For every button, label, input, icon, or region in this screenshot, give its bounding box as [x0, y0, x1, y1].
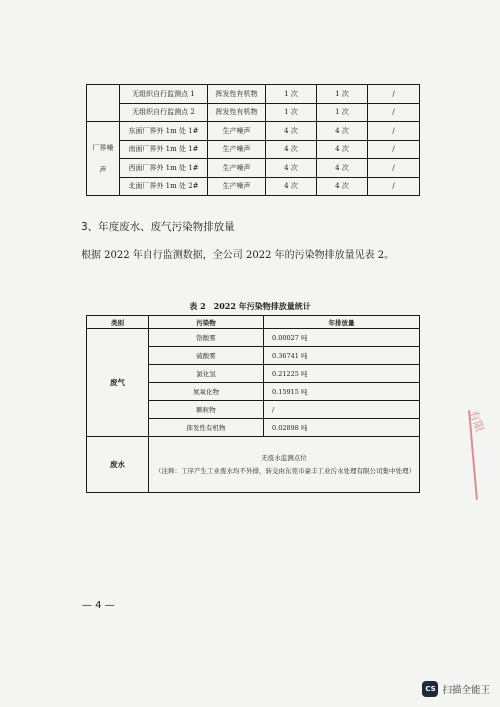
frequency: 4 次 [266, 159, 317, 178]
group-label-line2: 声 [99, 165, 107, 174]
category-exhaust-gas: 废气 [87, 329, 149, 437]
table-row [87, 177, 420, 196]
frequency: 4 次 [266, 122, 317, 141]
pollutant: 生产噪声 [208, 140, 266, 159]
header-pollutant: 污染物 [149, 316, 264, 329]
table-row [87, 437, 420, 493]
group-cell-empty [87, 85, 120, 122]
pollutant: 生产噪声 [208, 122, 266, 141]
table-caption: 表 2 2022 年污染物排放量统计 [189, 301, 311, 311]
table-header-row [87, 316, 420, 329]
pollutant: 挥发性有机物 [208, 103, 266, 122]
note: / [368, 122, 420, 141]
group-label-line1: 厂界噪 [92, 143, 114, 152]
pollutant: 氮氧化物 [149, 383, 264, 401]
annual-amount: 0.21225 吨 [264, 365, 420, 383]
actual-count: 1 次 [317, 103, 368, 122]
actual-count: 4 次 [317, 122, 368, 141]
monitoring-point: 北面厂界外 1m 处 2# [120, 177, 208, 196]
note: / [368, 103, 420, 122]
monitoring-point: 无组织自行监测点 1 [120, 85, 208, 104]
section-heading: 3、年度废水、废气污染物排放量 [81, 221, 235, 233]
annual-amount: 0.00027 吨 [264, 329, 420, 347]
annual-amount: / [264, 401, 420, 419]
table-row [87, 159, 420, 178]
annual-amount: 0.02898 吨 [264, 419, 420, 437]
actual-count: 1 次 [317, 85, 368, 104]
frequency: 4 次 [266, 177, 317, 196]
note: / [368, 85, 420, 104]
note: / [368, 140, 420, 159]
monitoring-point: 无组织自行监测点 2 [120, 103, 208, 122]
scanner-label: 扫描全能王 [442, 685, 490, 696]
table-row [87, 122, 420, 141]
monitoring-point: 西面厂界外 1m 处 1# [120, 159, 208, 178]
actual-count: 4 次 [317, 140, 368, 159]
monitoring-point: 南面厂界外 1m 处 1# [120, 140, 208, 159]
wastewater-note-cell [149, 437, 420, 493]
pollutant: 硫酸雾 [149, 347, 264, 365]
section-paragraph: 根据 2022 年自行监测数据，全公司 2022 年的污染物排放量见表 2。 [81, 250, 395, 261]
frequency: 1 次 [266, 85, 317, 104]
wastewater-annotation: （注释：工序产生工业废水均不外排，转交由东莞市豪丰工业污水处理有限公司集中处理） [155, 466, 415, 475]
pollutant: 挥发性有机物 [208, 85, 266, 104]
header-category: 类别 [87, 316, 149, 329]
table-row [87, 85, 420, 104]
note: / [368, 159, 420, 178]
monitoring-table [86, 84, 420, 196]
actual-count: 4 次 [317, 177, 368, 196]
seal-fragment: 有限 [466, 408, 487, 434]
page-number: — 4 — [82, 600, 115, 611]
emissions-table [86, 315, 420, 493]
group-cell-noise [87, 122, 120, 196]
annual-amount: 0.36741 吨 [264, 347, 420, 365]
frequency: 1 次 [266, 103, 317, 122]
table-row [87, 103, 420, 122]
frequency: 4 次 [266, 140, 317, 159]
pollutant: 生产噪声 [208, 159, 266, 178]
monitoring-point: 东面厂界外 1m 处 1# [120, 122, 208, 141]
category-wastewater: 废水 [87, 437, 149, 493]
scanner-watermark [422, 681, 490, 697]
pollutant: 颗粒物 [149, 401, 264, 419]
table-row [87, 329, 420, 347]
pollutant: 挥发性有机物 [149, 419, 264, 437]
note: / [368, 177, 420, 196]
table-row [87, 140, 420, 159]
header-annual-amount: 年排放量 [264, 316, 420, 329]
pollutant: 氯化氢 [149, 365, 264, 383]
annual-amount: 0.15915 吨 [264, 383, 420, 401]
actual-count: 4 次 [317, 159, 368, 178]
pollutant: 铬酸雾 [149, 329, 264, 347]
wastewater-status: 无废水监测点位 [261, 454, 307, 462]
pollutant: 生产噪声 [208, 177, 266, 196]
camscanner-icon: CS [422, 681, 438, 697]
